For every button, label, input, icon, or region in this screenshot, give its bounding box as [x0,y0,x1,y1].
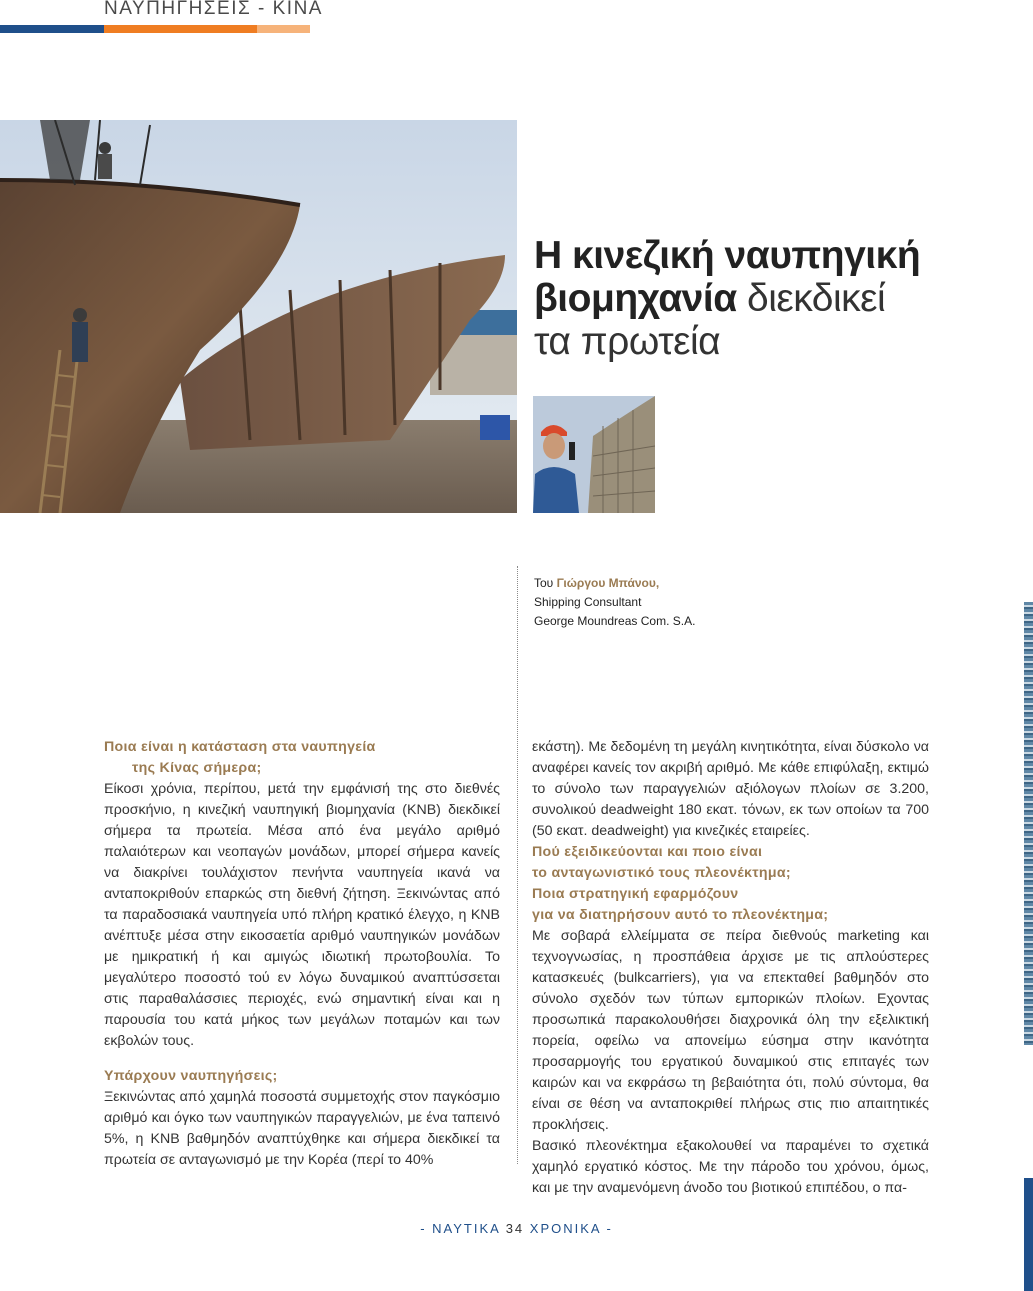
headline-bold-2: βιομηχανία [534,277,737,320]
headline-light-1: διεκδικεί [736,277,886,320]
byline [534,574,695,631]
question-3-line-3: Ποια στρατηγική εφαρμόζουν [532,886,739,902]
page-number: 34 [505,1221,525,1236]
byline-prefix: Του [534,576,557,590]
folio-right: ΧΡΟΝΙΚΑ - [524,1221,613,1236]
paragraph-4: Με σοβαρά ελλείμματα σε πείρα διεθνούς marketing και τεχνογνωσίας, η προσπάθεια άρχισε με τις απλούστερες κατασκευές (bulkcarriers), για να επεκταθεί βαθμηδόν στο σύνολο σχεδόν των τύπων εμπορικών πλοίων. Εχοντας προσωπικά παρακολουθήσει διαχρονικά όλη την εξελικτική πορεία, οφείλω να απονείμω εύσημα στην ικανότητα προσαρμογής του εργατικού δυναμικού στις επιταγές των καιρών και να εκφράσω τη βεβαιότητα ότι, πολύ σύντομα, θα είναι σε θέση να ανταποκριθεί πλήρως στις πιο απαιτητικές προκλήσεις. [532,928,929,1133]
column-divider [517,566,518,1164]
byline-company: George Moundreas Com. S.A. [534,614,696,628]
header-bar-navy [0,25,104,33]
question-1-line-1: Ποια είναι η κατάσταση στα ναυπηγεία [104,739,376,755]
paragraph-2: Ξεκινώντας από χαμηλά ποσοστά συμμετοχής στον παγκόσμιο αριθμό και όγκο των ναυπηγικών παραγγελιών, με ένα ταπεινό 5%, η ΚΝΒ βαθμηδόν αναπτύχθηκε και σήμερα διεκδικεί τα πρωτεία σε ανταγωνισμό με την Κορέα (περί το 40% [104,1089,500,1168]
paragraph-5: Βασικό πλεονέκτημα εξακολουθεί να παραμένει το σχετικά χαμηλό εργατικό κόστος. Με την πάροδο του χρόνου, όμως, και με την αναμενόμενη άνοδο του βιοτικού επιπέδου, ο πα- [532,1138,929,1196]
edge-strip-navy [1024,1178,1033,1291]
header-bar-peach [257,25,310,33]
headline-bold-1: Η κινεζική ναυπηγική [534,234,921,277]
article-headline [534,234,954,363]
article-column-right [532,737,929,1199]
header-bar-orange [104,25,257,33]
question-3-line-4: για να διατηρήσουν αυτό το πλεονέκτημα; [532,907,829,923]
byline-author: Γιώργου Μπάνου, [556,576,660,590]
byline-role: Shipping Consultant [534,595,642,609]
paragraph-3: εκάστη). Με δεδομένη τη μεγάλη κινητικότητα, είναι δύσκολο να αναφέρει κανείς τον ακριβή αριθμό. Με κάθε επιφύλαξη, εκτιμώ το σύνολο των παραγγελιών αξιόλογων πλοίων σε 3.200, συνολικού deadweight 180 εκατ. τόνων, εκ των οποίων τα 700 (50 εκατ. deadweight) για κινεζικές εταιρείες. [532,739,929,839]
question-2: Υπάρχουν ναυπηγήσεις; [104,1068,278,1084]
question-3-line-1: Πού εξειδικεύονται και ποιο είναι [532,844,763,860]
headline-light-2: τα πρωτεία [534,320,721,363]
page-folio [0,1221,1033,1236]
paragraph-1: Είκοσι χρόνια, περίπου, μετά την εμφάνισή της στο διεθνές προσκήνιο, η κινεζική ναυπηγική βιομηχανία (ΚΝΒ) διεκδικεί σήμερα τα πρωτεία. Μέσα από ένα μεγάλο αριθμό παλαιότερων και νεοπαγών μονάδων, μπορεί σήμερα κανείς να διακρίνει τουλάχιστον πενήντα ναυπηγεία ικανά να ανταποκριθούν επαρκώς στη διεθνή ζήτηση. Ξεκινώντας από τα παραδοσιακά ναυπηγεία υπό πλήρη κρατικό έλεγχο, η ΚΝΒ ανέπτυξε μέσα στην εικοσαετία αριθμό ναυπηγικών μονάδων με ημικρατική ή και αμιγώς ιδιωτική πρωτοβουλία. Το μεγαλύτερο ποσοστό τού εν λόγω δυναμικού αναπτύσσεται στις παραθαλάσσιες περιοχές, ενώ σημαντική είναι και η παρουσία του κατά μήκος των μεγάλων ποταμών και των εκβολών τους. [104,781,500,1049]
article-column-left [104,737,500,1171]
question-3-line-2: το ανταγωνιστικό τους πλεονέκτημα; [532,865,791,881]
edge-strip-photo [1024,602,1033,1045]
shipyard-photo [0,120,517,513]
worker-photo [533,396,655,513]
question-1-line-2: της Κίνας σήμερα; [132,760,262,776]
folio-left: - ΝΑΥΤΙΚΑ [420,1221,506,1236]
section-title: ΝΑΥΠΗΓΗΣΕΙΣ - ΚΙΝΑ [104,0,323,18]
